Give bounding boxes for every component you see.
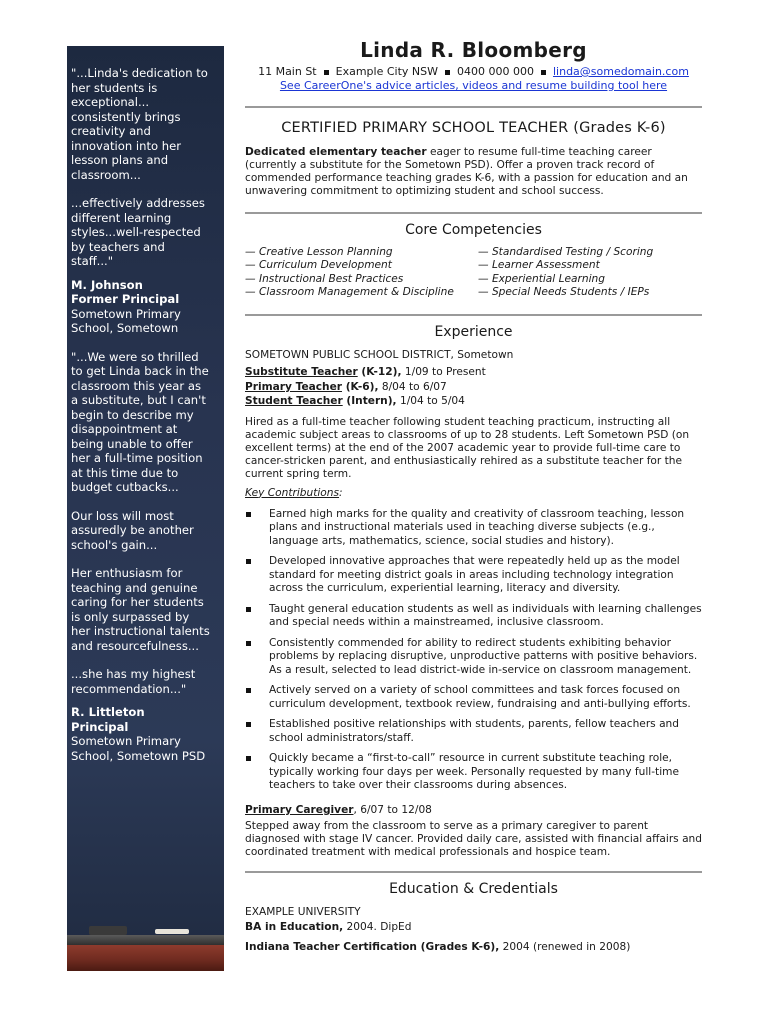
quote-5: Her enthusiasm for teaching and genuine caring for her students is only surpassed by her instructional talents and resourcefulness... <box>71 566 210 653</box>
city: Example City NSW <box>335 65 438 78</box>
reference-title: Principal <box>71 719 129 734</box>
reference-title: Former Principal <box>71 292 180 306</box>
separator-square-icon <box>445 70 450 75</box>
resume-headline: CERTIFIED PRIMARY SCHOOL TEACHER (Grades K-6) <box>281 120 666 136</box>
school-name: EXAMPLE UNIVERSITY <box>245 906 361 919</box>
role-line: Substitute Teacher (K-12), 1/09 to Present <box>245 366 486 379</box>
separator-square-icon <box>324 70 329 75</box>
reference-2: R. Littleton Principal Sometown Primary School, Sometown PSD <box>71 705 221 763</box>
experience-heading: Experience <box>434 323 513 340</box>
reference-name: M. Johnson <box>71 277 143 292</box>
competencies-column-1 <box>245 246 478 300</box>
role-line: Student Teacher (Intern), 1/04 to 5/04 <box>245 395 465 408</box>
competency-item: — Creative Lesson Planning <box>245 246 393 258</box>
competencies-heading: Core Competencies <box>405 222 542 238</box>
section-divider <box>245 871 702 873</box>
chalk-stick <box>155 929 189 934</box>
quote-4: Our loss will most assuredly be another school's gain... <box>71 508 194 552</box>
advice-line <box>245 79 702 92</box>
testimonials <box>71 66 221 763</box>
section-divider <box>245 314 702 316</box>
bullet-square-icon <box>246 688 251 693</box>
candidate-name: Linda R. Bloomberg <box>360 38 587 62</box>
bullet-square-icon <box>246 722 251 727</box>
quote-6: ...she has my highest recommendation..." <box>71 667 196 696</box>
bullet-square-icon <box>246 607 251 612</box>
quote-1: "...Linda's dedication to her students is exceptional... consistently brings creativity and innovation into her lesson plans and classroom... <box>71 66 208 182</box>
phone: 0400 000 000 <box>457 65 534 78</box>
caregiver-description: Stepped away from the classroom to serve as a primary caregiver to parent diagnosed with stage IV cancer. Provided daily care, assisted with financial affairs and coordinated treatment with medical professionals and hospice team. <box>245 820 702 859</box>
employer: SOMETOWN PUBLIC SCHOOL DISTRICT, Sometown <box>245 348 514 361</box>
caregiver-role: Primary Caregiver, 6/07 to 12/08 <box>245 803 432 816</box>
list-item: Consistently commended for ability to redirect students exhibiting behavior problems by replacing disruptive, unproductive patterns with positive behaviors. As a result, selected to lead district-wide in-service on classroom management. <box>245 637 702 678</box>
competency-item: — Curriculum Development <box>245 259 392 272</box>
email-link[interactable]: linda@somedomain.com <box>552 65 689 78</box>
role-line: Primary Teacher (K-6), 8/04 to 6/07 <box>245 380 447 393</box>
list-item: Actively served on a variety of school committees and task forces focused on curriculum development, textbook review, fundraising and anti-bullying efforts. <box>245 684 702 711</box>
list-item: Earned high marks for the quality and creativity of classroom teaching, lesson plans and instructional materials used in teaching diverse subjects (e.g., language arts, mathematics, science, social studies and history). <box>245 508 702 549</box>
reference-1: M. Johnson Former Principal Sometown Primary School, Sometown <box>71 278 221 336</box>
contact-line <box>245 65 702 78</box>
bullet-square-icon <box>246 559 251 564</box>
section-divider <box>245 106 702 108</box>
contributions-list <box>245 508 702 793</box>
quote-2: ...effectively addresses different learning styles...well-respected by teachers and staff..." <box>71 196 205 268</box>
list-item: Quickly became a “first-to-call” resource in current substitute teaching role, typically working four days per week. Personally requested by many full-time teachers to take over their classrooms during absences. <box>245 752 702 793</box>
resume-body <box>245 36 702 955</box>
chalkboard-eraser <box>89 926 127 935</box>
certification-line: Indiana Teacher Certification (Grades K-6), 2004 (renewed in 2008) <box>245 941 631 954</box>
chalkboard-ledge <box>67 935 224 945</box>
competencies-list <box>245 246 702 300</box>
reference-name: R. Littleton <box>71 705 145 719</box>
bullet-square-icon <box>246 756 251 761</box>
degree-line: BA in Education, 2004. DipEd <box>245 920 412 933</box>
competency-item: — Standardised Testing / Scoring <box>478 246 654 258</box>
careerone-advice-link[interactable]: See CareerOne's advice articles, videos and resume building tool here <box>279 79 668 92</box>
experience-description: Hired as a full-time teacher following student teaching practicum, instructing all academic subject areas to classrooms of up to 28 students. Left Sometown PSD (on excellent terms) at the end of the 2007 academic year to provide full-time care to cancer-stricken parent, and enthusiastically rehired as a substitute teacher for the current spring term. <box>245 415 690 480</box>
role-list <box>245 365 702 409</box>
list-item: Developed innovative approaches that were repeatedly held up as the model standard for meeting district goals in areas including technology integration across the curriculum, experiential learning, literacy and diversity. <box>245 555 702 596</box>
competency-item: — Special Needs Students / IEPs <box>478 286 650 299</box>
bullet-square-icon <box>246 512 251 517</box>
summary-paragraph: Dedicated elementary teacher eager to resume full-time teaching career (currently a substitute for the Sometown PSD). Offer a proven track record of commended performance teaching grades K-6, with a passion for education and an unwavering commitment to optimizing student and school success. <box>245 146 688 197</box>
quote-3: "...We were so thrilled to get Linda back in the classroom this year as a substitute, but I can't begin to describe my disappointment at being unable to offer her a full-time position at this time due to budget cutbacks... <box>71 349 209 494</box>
competency-item: — Instructional Best Practices <box>245 272 404 285</box>
competency-item: — Experiential Learning <box>478 272 605 285</box>
separator-square-icon <box>541 70 546 75</box>
competency-item: — Classroom Management & Discipline <box>245 286 454 299</box>
chalkboard-frame <box>67 945 224 971</box>
competency-item: — Learner Assessment <box>478 259 600 272</box>
bullet-square-icon <box>246 641 251 646</box>
testimonial-sidebar <box>67 46 224 971</box>
list-item: Taught general education students as well as individuals with learning challenges and special needs within a mainstreamed, inclusive classroom. <box>245 603 702 630</box>
section-divider <box>245 212 702 214</box>
list-item: Established positive relationships with students, parents, fellow teachers and school administrators/staff. <box>245 718 702 745</box>
competencies-column-2 <box>478 246 702 300</box>
key-contributions-label: Key Contributions: <box>245 486 343 499</box>
address: 11 Main St <box>258 65 317 78</box>
education-heading: Education & Credentials <box>389 881 558 898</box>
